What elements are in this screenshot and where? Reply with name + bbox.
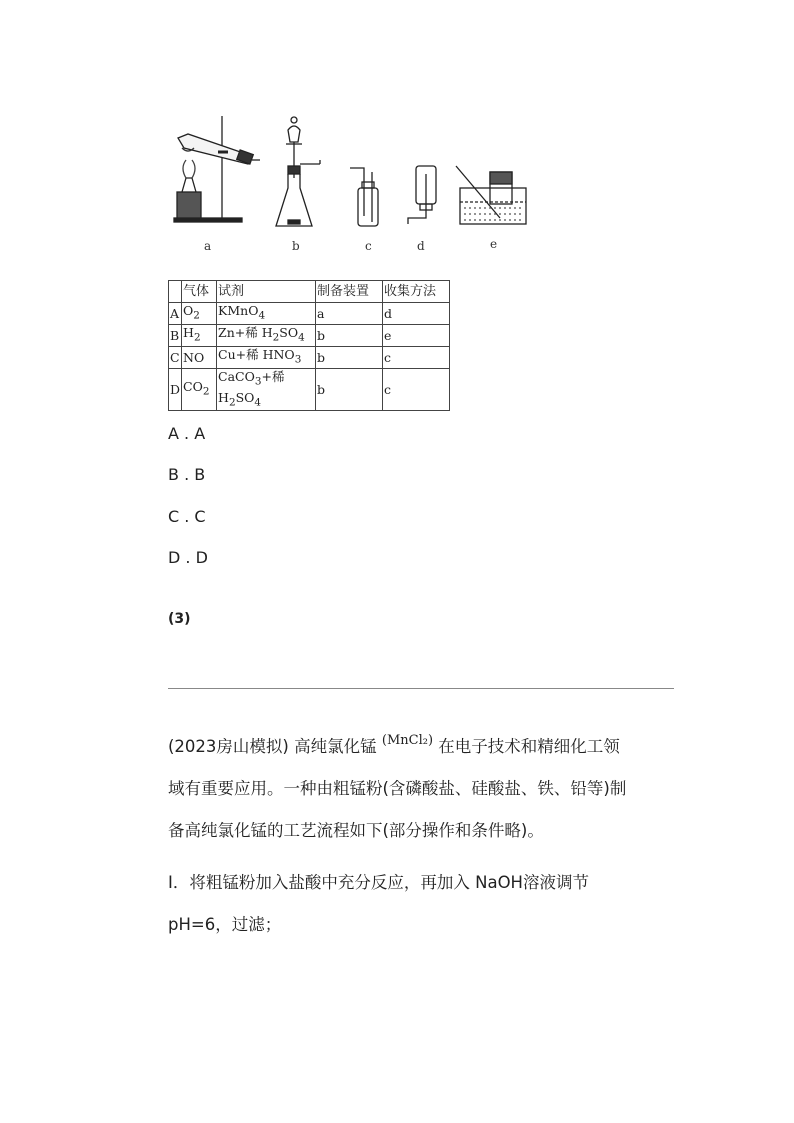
gas-cell: $CO_2$ [182, 369, 217, 411]
apparatus-a [174, 116, 260, 222]
device-cell: b [316, 369, 383, 411]
step-1-paragraph [168, 862, 678, 946]
label-b: b [292, 239, 300, 253]
method-cell: e [383, 325, 450, 347]
label-c: c [365, 239, 372, 253]
label-d: d [417, 239, 425, 253]
formula-mncl2: (MnCl₂) [381, 733, 434, 748]
gas-preparation-table [168, 280, 450, 411]
method-cell: d [383, 303, 450, 325]
section-number: (3) [168, 611, 191, 627]
table-row [169, 325, 450, 347]
option-a[interactable]: A . A [168, 424, 206, 443]
section-divider [168, 688, 674, 689]
label-a: a [204, 239, 212, 253]
apparatus-e [456, 166, 526, 224]
question-line-1 [168, 720, 678, 768]
question-line-2: 域有重要应用。一种由粗锰粉(含磷酸盐、硅酸盐、铁、铅等)制 [168, 779, 627, 798]
question-line-3: 备高纯氯化锰的工艺流程如下(部分操作和条件略)。 [168, 821, 544, 840]
row-id-cell: A [169, 303, 182, 325]
option-d[interactable]: D . D [168, 548, 208, 567]
apparatus-b [276, 117, 320, 226]
device-cell: b [316, 325, 383, 347]
gas-cell: $O_2$ [182, 303, 217, 325]
option-c[interactable]: C . C [168, 507, 206, 526]
apparatus-c [350, 168, 378, 226]
question-text: 在电子技术和精细化工领 [438, 737, 620, 756]
row-id-cell: C [169, 347, 182, 369]
header-cell: 气体 [182, 281, 217, 303]
table-row [169, 369, 450, 411]
table-row [169, 347, 450, 369]
header-cell [169, 281, 182, 303]
header-cell: 收集方法 [383, 281, 450, 303]
row-id-cell: D [169, 369, 182, 411]
step-1-line-1: Ⅰ．将粗锰粉加入盐酸中充分反应，再加入 NaOH溶液调节 [168, 873, 589, 892]
reagent-cell: Cu+稀 $HNO_3$ [217, 347, 316, 369]
device-cell: a [316, 303, 383, 325]
apparatus-figure [160, 108, 540, 258]
option-b[interactable]: B . B [168, 465, 206, 484]
device-cell: b [316, 347, 383, 369]
apparatus-d [408, 166, 436, 224]
question-intro: 高纯氯化锰 [294, 737, 377, 756]
method-cell: c [383, 347, 450, 369]
reagent-cell: Zn+稀 $H_2SO_4$ [217, 325, 316, 347]
row-id-cell: B [169, 325, 182, 347]
header-cell: 试剂 [217, 281, 316, 303]
gas-cell: $H_2$ [182, 325, 217, 347]
reagent-cell: KMnO$_4$ [217, 303, 316, 325]
reagent-cell: CaCO$_3$+稀 $H_2SO_4$ [217, 369, 316, 411]
table-row [169, 303, 450, 325]
header-cell: 制备装置 [316, 281, 383, 303]
step-1-line-2: pH=6，过滤； [168, 915, 282, 934]
method-cell: c [383, 369, 450, 411]
gas-cell: NO [182, 347, 217, 369]
question-source: (2023房山模拟) [168, 737, 289, 756]
question-paragraph [168, 720, 678, 852]
label-e: e [490, 237, 498, 251]
table-header-row [169, 281, 450, 303]
